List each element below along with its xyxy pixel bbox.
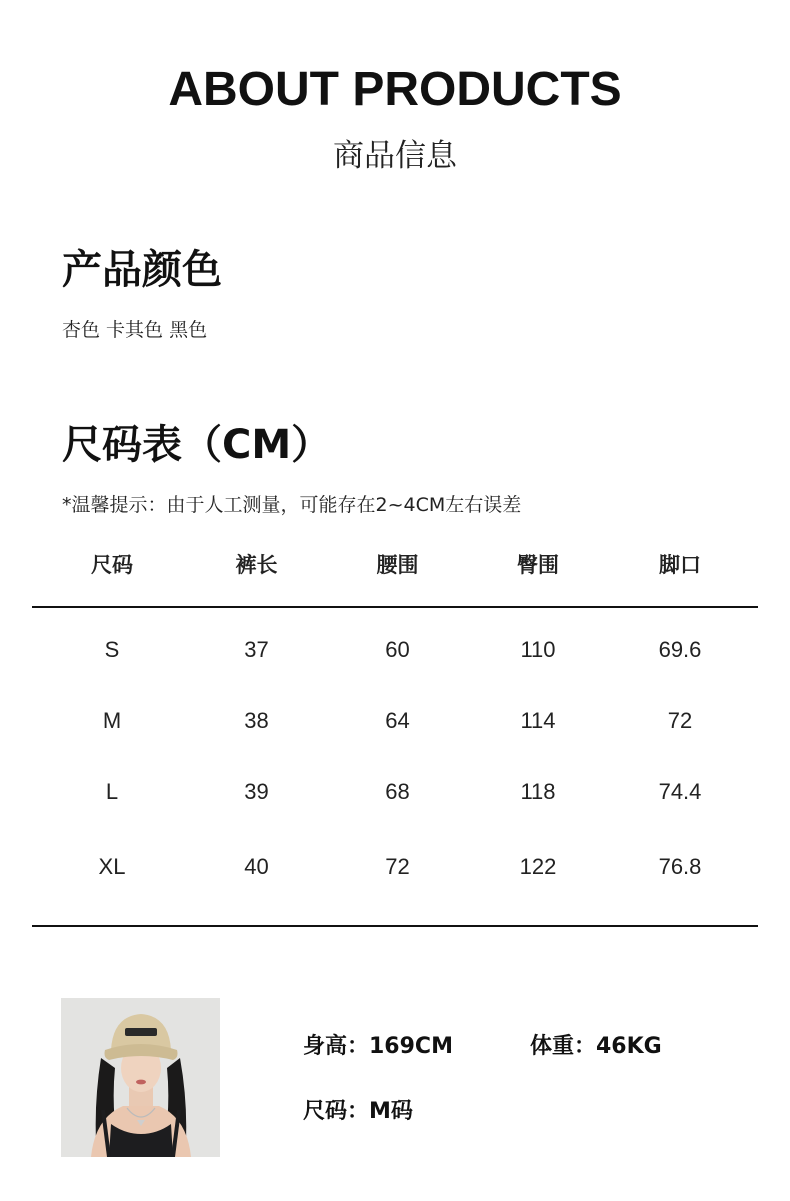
table-cell: L bbox=[105, 778, 119, 804]
size-chart-heading: 尺码表（CM） bbox=[62, 422, 332, 468]
size-table bbox=[32, 536, 758, 927]
column-header-hem: 脚口 bbox=[602, 536, 758, 607]
model-height: 身高：169CM bbox=[303, 1034, 453, 1059]
page-subtitle: 商品信息 bbox=[333, 138, 457, 174]
table-row bbox=[32, 685, 758, 756]
column-header-hip: 臀围 bbox=[474, 536, 602, 607]
colors-list: 杏色 卡其色 黑色 bbox=[62, 319, 208, 341]
model-illustration bbox=[61, 998, 220, 1157]
page-title: ABOUT PRODUCTS bbox=[168, 63, 622, 116]
model-photo bbox=[61, 998, 220, 1157]
table-cell: S bbox=[104, 636, 120, 662]
table-cell: 122 bbox=[474, 827, 602, 926]
table-cell: XL bbox=[32, 827, 192, 926]
model-weight: 体重：46KG bbox=[530, 1034, 662, 1059]
table-cell: 38 bbox=[244, 707, 269, 733]
table-cell: 76.8 bbox=[602, 827, 758, 926]
column-header-length: 裤长 bbox=[192, 536, 321, 607]
table-cell: 69.6 bbox=[658, 636, 702, 662]
measurement-note: *温馨提示：由于人工测量，可能存在2~4CM左右误差 bbox=[62, 494, 522, 516]
colors-heading: 产品颜色 bbox=[62, 247, 222, 293]
table-cell: 110 bbox=[520, 636, 556, 662]
table-cell: 72 bbox=[321, 827, 474, 926]
table-cell: 118 bbox=[520, 778, 556, 804]
table-cell: 68 bbox=[385, 778, 410, 804]
column-header-waist: 腰围 bbox=[321, 536, 474, 607]
table-cell: 40 bbox=[192, 827, 321, 926]
table-cell: 72 bbox=[667, 707, 693, 733]
model-size: 尺码：M码 bbox=[303, 1099, 413, 1124]
column-header-size: 尺码 bbox=[32, 536, 192, 607]
table-row bbox=[32, 756, 758, 827]
table-cell: 60 bbox=[385, 636, 410, 662]
table-cell: 74.4 bbox=[658, 778, 702, 804]
table-row bbox=[32, 607, 758, 685]
table-row bbox=[32, 827, 758, 926]
table-cell: 64 bbox=[385, 707, 410, 733]
table-header-row bbox=[32, 536, 758, 607]
table-cell: 39 bbox=[244, 778, 269, 804]
table-cell: M bbox=[102, 707, 122, 733]
table-cell: 114 bbox=[520, 707, 556, 733]
table-cell: 37 bbox=[244, 636, 269, 662]
